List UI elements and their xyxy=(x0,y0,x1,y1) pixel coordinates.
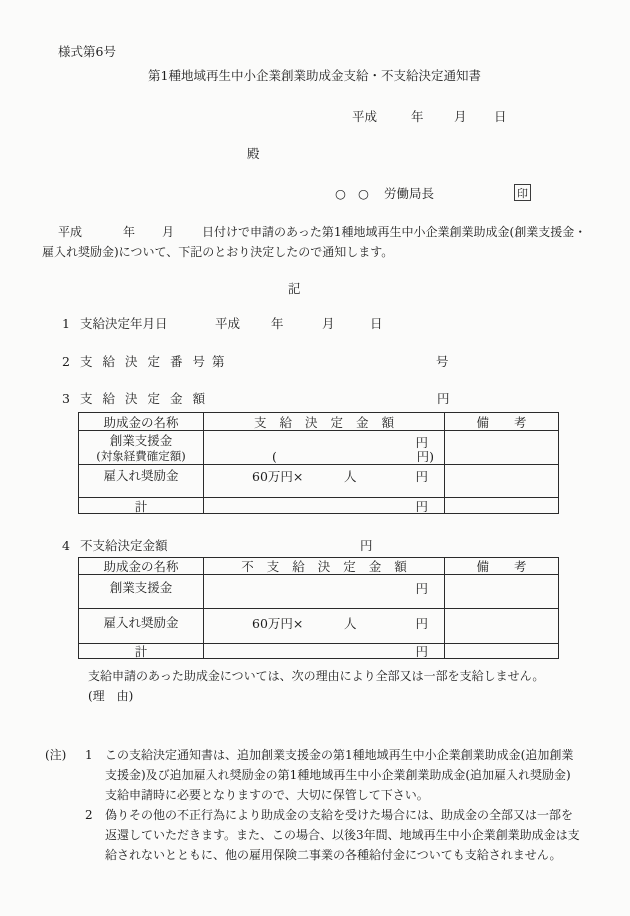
nonpayment-row3-remarks xyxy=(444,643,558,658)
payment-row2-remarks xyxy=(444,464,558,497)
item1-label: 支給決定年月日 xyxy=(80,316,168,331)
item1-year: 年 xyxy=(271,316,284,331)
item1-month: 月 xyxy=(322,316,335,331)
item1-number: 1 xyxy=(62,316,70,331)
nonpayment-row2-amount: 60万円× 人 円 xyxy=(203,608,444,643)
note1-number: 1 xyxy=(85,748,93,762)
nonpayment-row2-name: 雇入れ奨励金 xyxy=(79,608,203,643)
header-date-month: 月 xyxy=(454,109,467,124)
payment-table-col-remarks: 備 考 xyxy=(444,413,558,430)
nonpayment-table-col-amount: 不支給決定金額 xyxy=(203,558,444,574)
note2-number: 2 xyxy=(85,808,93,822)
payment-row2-amount: 60万円× 人 円 xyxy=(203,464,444,497)
payment-row2-name: 雇入れ奨励金 xyxy=(79,464,203,497)
note1-line2: 支援金)及び追加雇入れ奨励金の第1種地域再生中小企業創業助成金(追加雇入れ奨励金) xyxy=(105,768,571,782)
nonpayment-row1-amount: 円 xyxy=(203,574,444,608)
item4-label: 不支給決定金額 xyxy=(80,538,168,553)
note2-line2: 返還していただきます。また、この場合、以後3年間、地域再生中小企業創業助成金は支 xyxy=(105,828,580,842)
intro-era: 平成 xyxy=(58,225,83,239)
ki-heading: 記 xyxy=(288,281,301,296)
payment-table-col-amount: 支給決定金額 xyxy=(203,413,444,430)
item3-number: 3 xyxy=(62,391,70,406)
note1-line3: 支給申請時に必要となりますので、大切に保管して下さい。 xyxy=(105,788,429,802)
payment-row1-remarks xyxy=(444,430,558,464)
item2-prefix: 第 xyxy=(212,354,225,369)
nonpayment-table-col-remarks: 備 考 xyxy=(444,558,558,574)
note2-line1: 偽りその他の不正行為により助成金の支給を受けた場合には、助成金の全部又は一部を xyxy=(105,808,574,822)
item1-era: 平成 xyxy=(215,316,241,331)
item1-day: 日 xyxy=(370,316,383,331)
note1-line1: この支給決定通知書は、追加創業支援金の第1種地域再生中小企業創業助成金(追加創業 xyxy=(105,748,574,762)
reason-label: (理 由) xyxy=(88,689,134,703)
header-date-year: 年 xyxy=(411,109,424,124)
intro-year: 年 xyxy=(123,225,136,239)
nonpayment-table xyxy=(78,557,559,659)
nonpayment-row1-name: 創業支援金 xyxy=(79,574,203,608)
nonpayment-row3-name: 計 xyxy=(79,643,203,658)
item2-suffix: 号 xyxy=(436,354,449,369)
item2-number: 2 xyxy=(62,354,70,369)
nonpayment-table-col-name: 助成金の名称 xyxy=(103,559,179,574)
seal-mark: 印 xyxy=(514,184,531,201)
page-title: 第1種地域再生中小企業創業助成金支給・不支給決定通知書 xyxy=(148,68,481,83)
form-number: 様式第6号 xyxy=(58,44,116,59)
item4-number: 4 xyxy=(62,538,70,553)
item3-label: 支給決定金額 xyxy=(80,391,216,406)
payment-table-col-name: 助成金の名称 xyxy=(103,414,179,430)
item4-unit: 円 xyxy=(360,538,373,553)
header-date-day: 日 xyxy=(494,109,507,124)
item3-unit: 円 xyxy=(437,391,450,406)
note2-line3: 給されないとともに、他の雇用保険二事業の各種給付金についても支給されません。 xyxy=(105,848,562,862)
notes-marker: (注) xyxy=(45,748,67,762)
nonpayment-note: 支給申請のあった助成金については、次の理由により全部又は一部を支給しません。 xyxy=(88,669,545,683)
issuer-title: 労働局長 xyxy=(384,186,435,201)
header-date-era: 平成 xyxy=(352,109,378,124)
payment-row1-amount: 円 ( 円) xyxy=(203,430,444,464)
nonpayment-row2-remarks xyxy=(444,608,558,643)
payment-table xyxy=(78,412,559,514)
payment-row3-remarks xyxy=(444,497,558,513)
payment-row3-amount: 円 xyxy=(203,497,444,513)
addressee-suffix: 殿 xyxy=(247,146,260,161)
payment-row3-name: 計 xyxy=(79,497,203,513)
payment-row1-name: 創業支援金 (対象経費確定額) xyxy=(79,430,203,464)
intro-line1: 日付けで申請のあった第1種地域再生中小企業創業助成金(創業支援金・ xyxy=(202,225,587,239)
nonpayment-row3-amount: 円 xyxy=(203,643,444,658)
nonpayment-row1-remarks xyxy=(444,574,558,608)
intro-line2: 雇入れ奨励金)について、下記のとおり決定したので通知します。 xyxy=(42,245,394,259)
intro-month: 月 xyxy=(162,225,175,239)
item2-label: 支給決定番号 xyxy=(80,354,216,369)
issuer-circle-2: ○ xyxy=(358,186,369,201)
issuer-circle-1: ○ xyxy=(335,186,346,201)
